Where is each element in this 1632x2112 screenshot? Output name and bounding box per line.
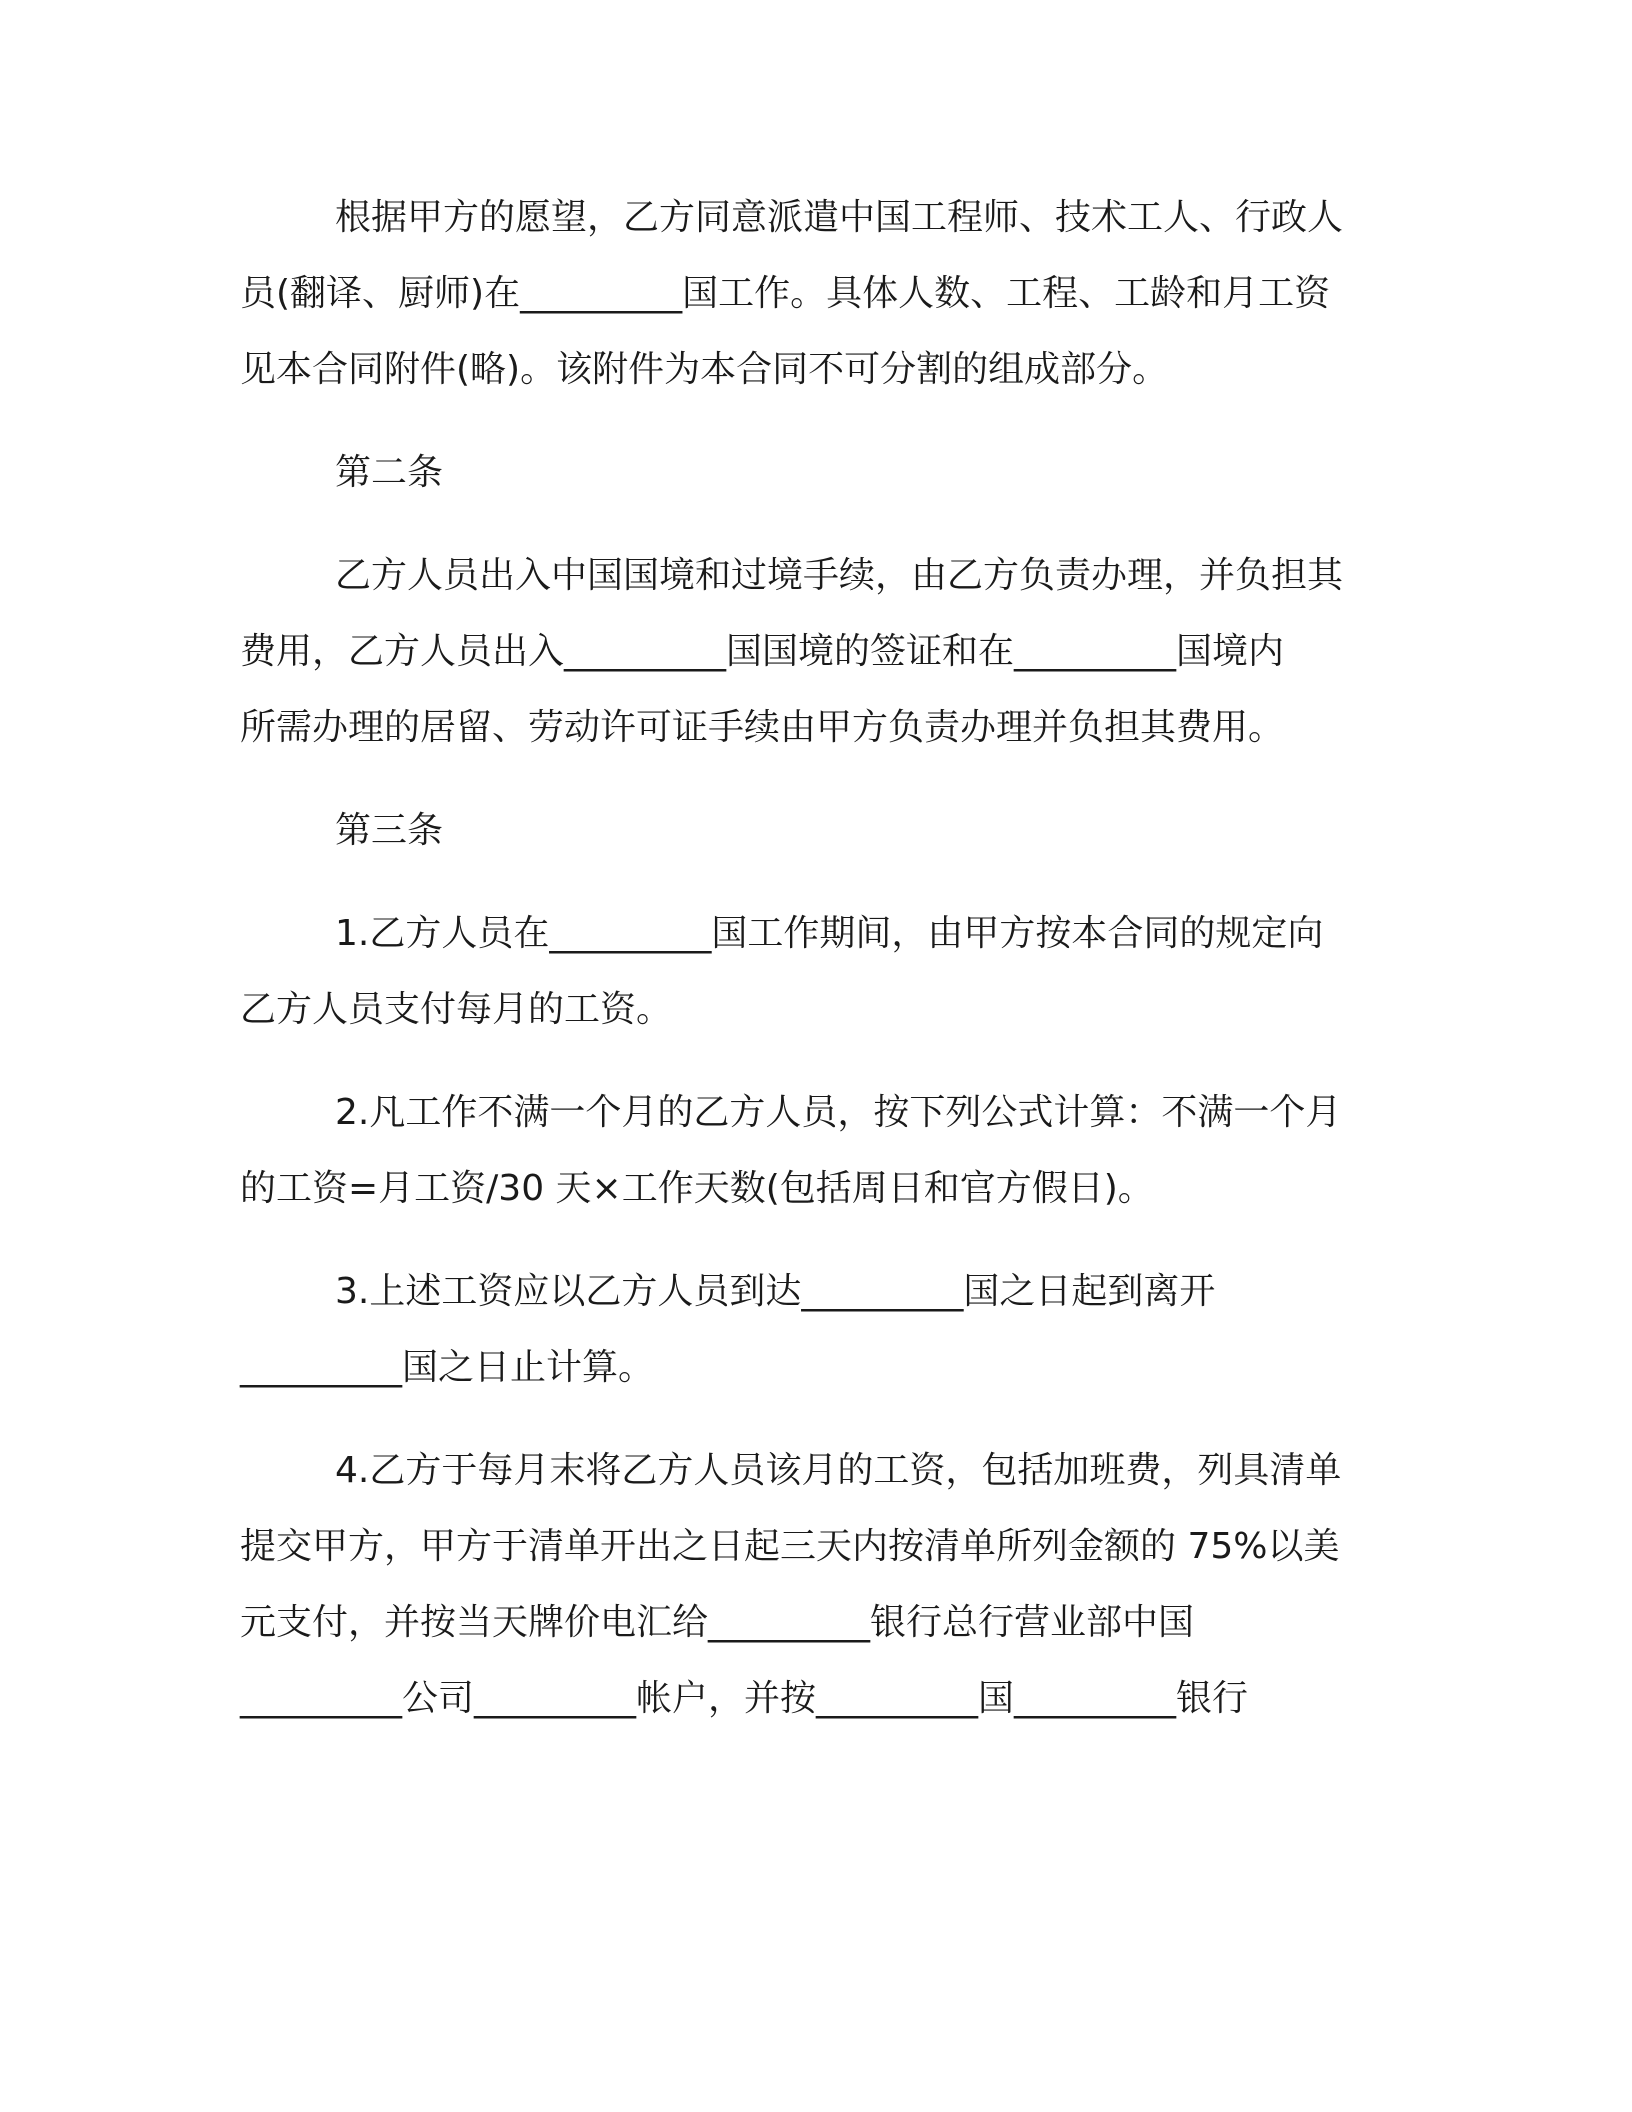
clause-4-line-3: 元支付，并按当天牌价电汇给_________银行总行营业部中国 bbox=[240, 1602, 1195, 1643]
paragraph-1-line-3: 见本合同附件(略)。该附件为本合同不可分割的组成部分。 bbox=[240, 349, 1169, 390]
article-2-heading: 第二条 bbox=[335, 452, 444, 493]
clause-4-line-1: 4.乙方于每月末将乙方人员该月的工资，包括加班费，列具清单 bbox=[335, 1450, 1342, 1491]
clause-3-line-1: 3.上述工资应以乙方人员到达_________国之日起到离开 bbox=[335, 1271, 1216, 1312]
article-2-line-1: 乙方人员出入中国国境和过境手续，由乙方负责办理，并负担其 bbox=[335, 555, 1344, 596]
paragraph-1-line-1: 根据甲方的愿望，乙方同意派遣中国工程师、技术工人、行政人 bbox=[335, 197, 1344, 238]
clause-3-line-2: _________国之日止计算。 bbox=[240, 1347, 655, 1388]
clause-4-line-4: _________公司_________帐户，并按_________国_________银行 bbox=[240, 1678, 1249, 1719]
article-2-line-2: 费用，乙方人员出入_________国国境的签证和在_________国境内 bbox=[240, 631, 1285, 672]
clause-2-line-2: 的工资=月工资/30 天×工作天数(包括周日和官方假日)。 bbox=[240, 1168, 1154, 1209]
clause-4-line-2: 提交甲方，甲方于清单开出之日起三天内按清单所列金额的 75%以美 bbox=[240, 1526, 1340, 1567]
article-3-heading: 第三条 bbox=[335, 810, 444, 851]
article-2-line-3: 所需办理的居留、劳动许可证手续由甲方负责办理并负担其费用。 bbox=[240, 707, 1285, 748]
paragraph-1-line-2: 员(翻译、厨师)在_________国工作。具体人数、工程、工龄和月工资 bbox=[240, 273, 1331, 314]
clause-2-line-1: 2.凡工作不满一个月的乙方人员，按下列公式计算：不满一个月 bbox=[335, 1092, 1342, 1133]
clause-1-line-1: 1.乙方人员在_________国工作期间，由甲方按本合同的规定向 bbox=[335, 913, 1324, 954]
clause-1-line-2: 乙方人员支付每月的工资。 bbox=[240, 989, 673, 1030]
